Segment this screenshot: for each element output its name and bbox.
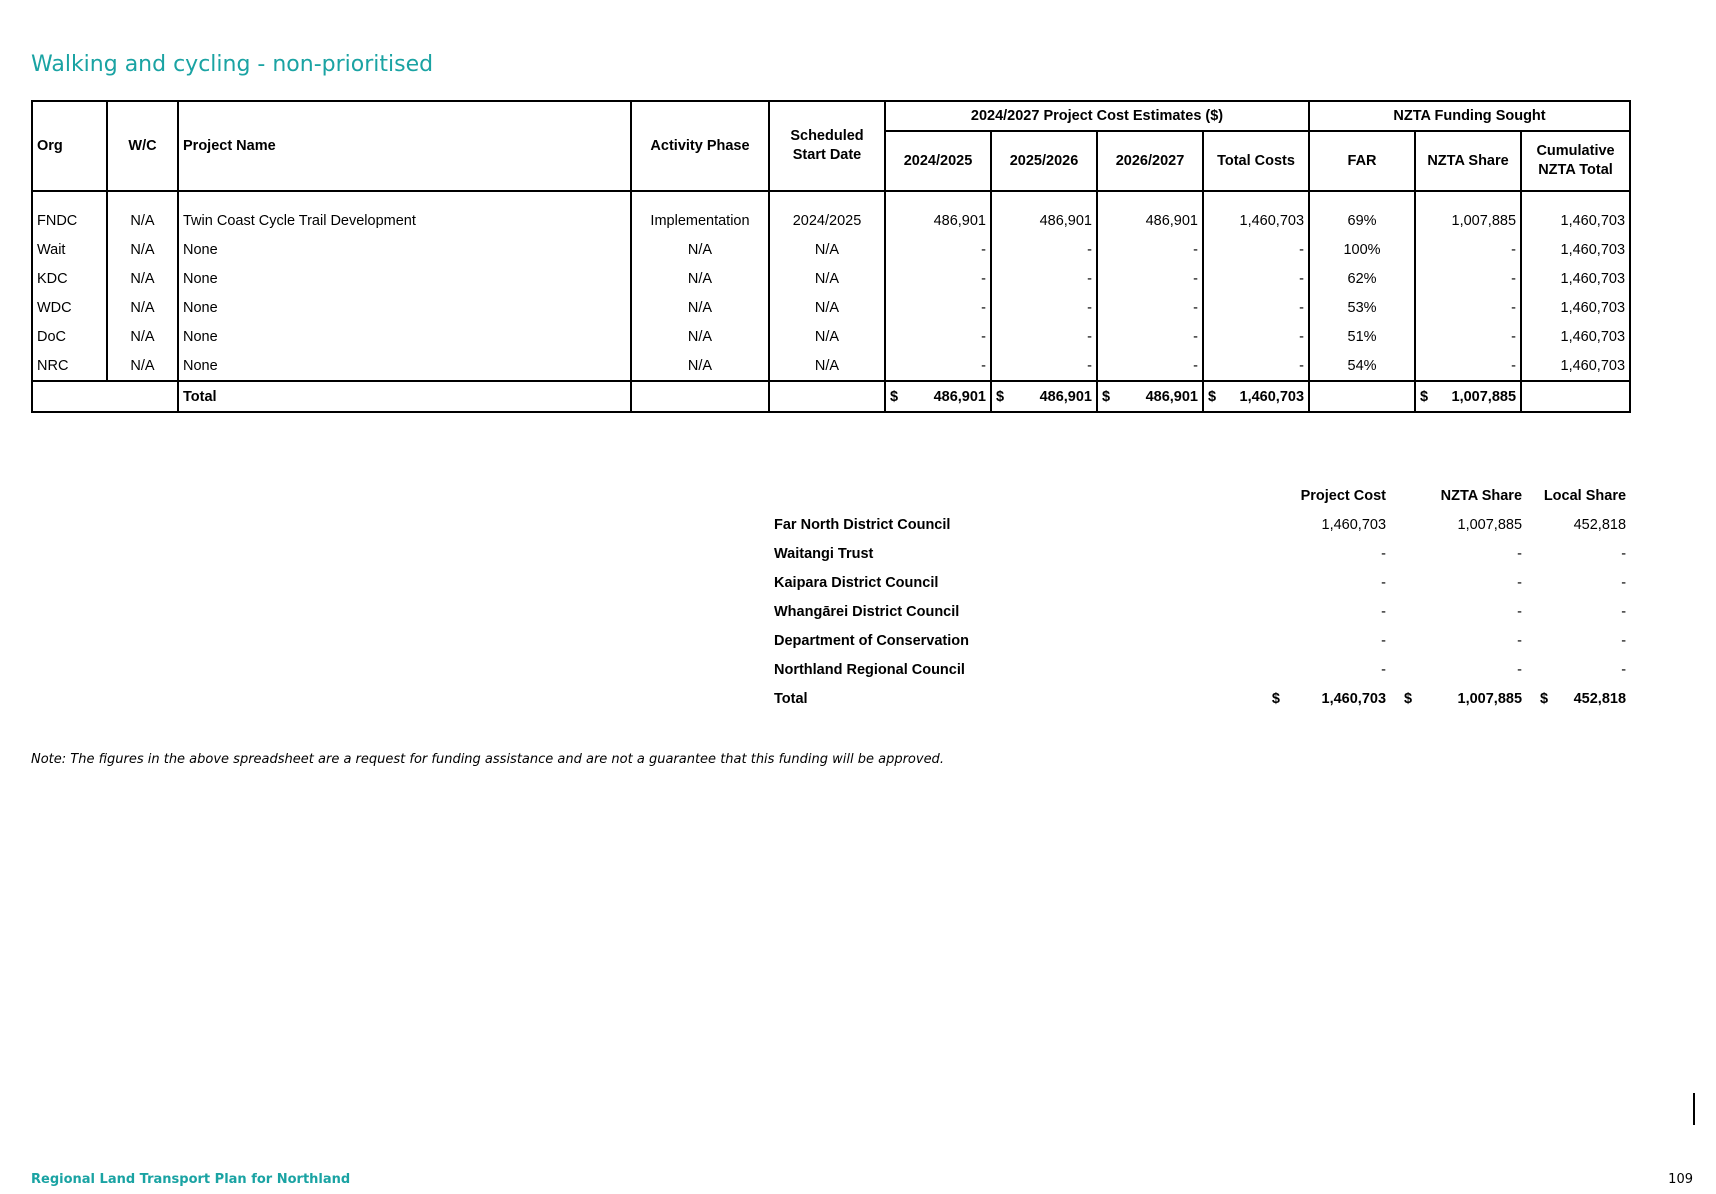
y3-cell: - [1097, 235, 1203, 264]
currency-symbol: $ [1102, 388, 1111, 405]
projects-table [31, 100, 1631, 413]
header-org: Org [32, 101, 107, 191]
total-label: Total [178, 381, 631, 412]
total-y2: 486,901 [1039, 388, 1092, 405]
start-date-cell: N/A [769, 235, 885, 264]
summary-local-share: - [1621, 603, 1627, 620]
cumulative-cell: 1,460,703 [1521, 293, 1630, 322]
summary-row [770, 655, 1630, 684]
project-name-cell: None [178, 293, 631, 322]
cumulative-cell: 1,460,703 [1521, 264, 1630, 293]
cumulative-cell: 1,460,703 [1521, 322, 1630, 351]
summary-nzta-share: 1,007,885 [1457, 516, 1523, 533]
nzta-share-cell: 1,007,885 [1415, 206, 1521, 235]
total-nzta-share: 1,007,885 [1451, 388, 1517, 405]
y3-cell: - [1097, 351, 1203, 381]
project-name-cell: None [178, 351, 631, 381]
header-activity-phase: Activity Phase [631, 101, 769, 191]
summary-project-cost: - [1381, 545, 1387, 562]
org-cell: KDC [32, 264, 107, 293]
cumulative-cell: 1,460,703 [1521, 206, 1630, 235]
y2-cell: - [991, 293, 1097, 322]
summary-row [770, 568, 1630, 597]
y1-cell: - [885, 351, 991, 381]
summary-total-share: 1,007,885 [1457, 690, 1523, 707]
summary-row [770, 510, 1630, 539]
summary-org-name: Far North District Council [774, 516, 951, 533]
summary-org-name: Whangārei District Council [774, 603, 960, 620]
total-costs-cell: - [1203, 322, 1309, 351]
total-y3: 486,901 [1145, 388, 1198, 405]
y2-cell: - [991, 264, 1097, 293]
summary-project-cost: - [1381, 603, 1387, 620]
y1-cell: - [885, 235, 991, 264]
far-cell: 51% [1309, 322, 1415, 351]
disclaimer-note: Note: The figures in the above spreadsheet are a request for funding assistance and are not a guarantee that this funding will be approved. [31, 752, 944, 767]
org-cell: NRC [32, 351, 107, 381]
start-date-cell: N/A [769, 293, 885, 322]
total-costs: 1,460,703 [1239, 388, 1305, 405]
wc-cell: N/A [107, 206, 178, 235]
summary-local-share: - [1621, 545, 1627, 562]
header-cumulative: Cumulative NZTA Total [1521, 131, 1630, 191]
y1-cell: 486,901 [885, 206, 991, 235]
far-cell: 100% [1309, 235, 1415, 264]
currency-symbol: $ [1208, 388, 1217, 405]
wc-cell: N/A [107, 235, 178, 264]
far-cell: 62% [1309, 264, 1415, 293]
activity-phase-cell: N/A [631, 264, 769, 293]
org-cell: Wait [32, 235, 107, 264]
nzta-share-cell: - [1415, 351, 1521, 381]
org-cell: FNDC [32, 206, 107, 235]
nzta-share-cell: - [1415, 264, 1521, 293]
summary-local-share: - [1621, 632, 1627, 649]
y1-cell: - [885, 322, 991, 351]
summary-local-share: 452,818 [1573, 516, 1627, 533]
y1-cell: - [885, 264, 991, 293]
currency-symbol: $ [996, 388, 1005, 405]
nzta-share-cell: - [1415, 293, 1521, 322]
wc-cell: N/A [107, 264, 178, 293]
wc-cell: N/A [107, 351, 178, 381]
project-name-cell: None [178, 264, 631, 293]
currency-symbol: $ [1420, 388, 1429, 405]
table-row [32, 235, 1630, 264]
activity-phase-cell: N/A [631, 322, 769, 351]
far-cell: 54% [1309, 351, 1415, 381]
header-y3: 2026/2027 [1097, 131, 1203, 191]
page-number: 109 [1668, 1172, 1693, 1187]
header-funding-group: NZTA Funding Sought [1309, 101, 1630, 131]
table-row [32, 351, 1630, 381]
summary-nzta-share: - [1517, 603, 1523, 620]
table-row [32, 264, 1630, 293]
y2-cell: - [991, 351, 1097, 381]
far-cell: 53% [1309, 293, 1415, 322]
page-title: Walking and cycling - non-prioritised [31, 52, 434, 77]
y3-cell: - [1097, 264, 1203, 293]
currency-symbol: $ [1403, 690, 1413, 707]
nzta-share-cell: - [1415, 322, 1521, 351]
summary-total-local: 452,818 [1573, 690, 1627, 707]
start-date-cell: N/A [769, 351, 885, 381]
nzta-share-cell: - [1415, 235, 1521, 264]
y2-cell: 486,901 [991, 206, 1097, 235]
start-date-cell: 2024/2025 [769, 206, 885, 235]
table-row [32, 293, 1630, 322]
summary-table [770, 481, 1630, 713]
header-start-date: Scheduled Start Date [769, 101, 885, 191]
summary-header-project-cost: Project Cost [1300, 487, 1387, 504]
header-far: FAR [1309, 131, 1415, 191]
summary-project-cost: - [1381, 632, 1387, 649]
summary-project-cost: - [1381, 574, 1387, 591]
summary-row [770, 539, 1630, 568]
project-name-cell: Twin Coast Cycle Trail Development [178, 206, 631, 235]
wc-cell: N/A [107, 293, 178, 322]
summary-org-name: Kaipara District Council [774, 574, 939, 591]
activity-phase-cell: Implementation [631, 206, 769, 235]
total-y1: 486,901 [933, 388, 986, 405]
summary-project-cost: 1,460,703 [1321, 516, 1387, 533]
wc-cell: N/A [107, 322, 178, 351]
project-name-cell: None [178, 322, 631, 351]
total-costs-cell: 1,460,703 [1203, 206, 1309, 235]
total-costs-cell: - [1203, 293, 1309, 322]
header-project-name: Project Name [178, 101, 631, 191]
table-row [32, 322, 1630, 351]
start-date-cell: N/A [769, 264, 885, 293]
summary-nzta-share: - [1517, 545, 1523, 562]
activity-phase-cell: N/A [631, 235, 769, 264]
y2-cell: - [991, 322, 1097, 351]
summary-project-cost: - [1381, 661, 1387, 678]
summary-org-name: Department of Conservation [774, 632, 969, 649]
summary-header-local-share: Local Share [1543, 487, 1627, 504]
y3-cell: - [1097, 293, 1203, 322]
summary-total-cost: 1,460,703 [1321, 690, 1387, 707]
activity-phase-cell: N/A [631, 293, 769, 322]
summary-nzta-share: - [1517, 574, 1523, 591]
summary-nzta-share: - [1517, 661, 1523, 678]
summary-local-share: - [1621, 574, 1627, 591]
header-wc: W/C [107, 101, 178, 191]
summary-nzta-share: - [1517, 632, 1523, 649]
summary-org-name: Northland Regional Council [774, 661, 965, 678]
total-costs-cell: - [1203, 264, 1309, 293]
projects-table-body [32, 206, 1630, 381]
start-date-cell: N/A [769, 322, 885, 351]
summary-header-nzta-share: NZTA Share [1440, 487, 1523, 504]
summary-total-label: Total [774, 690, 808, 707]
y2-cell: - [991, 235, 1097, 264]
header-nzta-share: NZTA Share [1415, 131, 1521, 191]
header-y1: 2024/2025 [885, 131, 991, 191]
summary-local-share: - [1621, 661, 1627, 678]
margin-mark [1693, 1093, 1695, 1125]
org-cell: WDC [32, 293, 107, 322]
header-cost-group: 2024/2027 Project Cost Estimates ($) [885, 101, 1309, 131]
cumulative-cell: 1,460,703 [1521, 235, 1630, 264]
y3-cell: 486,901 [1097, 206, 1203, 235]
total-costs-cell: - [1203, 351, 1309, 381]
currency-symbol: $ [1539, 690, 1549, 707]
footer-document-title: Regional Land Transport Plan for Northland [31, 1172, 351, 1187]
table-row [32, 206, 1630, 235]
currency-symbol: $ [890, 388, 899, 405]
summary-org-name: Waitangi Trust [774, 545, 874, 562]
summary-table-body [770, 510, 1630, 684]
summary-row [770, 626, 1630, 655]
project-name-cell: None [178, 235, 631, 264]
activity-phase-cell: N/A [631, 351, 769, 381]
y1-cell: - [885, 293, 991, 322]
header-y2: 2025/2026 [991, 131, 1097, 191]
total-costs-cell: - [1203, 235, 1309, 264]
summary-row [770, 597, 1630, 626]
org-cell: DoC [32, 322, 107, 351]
summary-total-row [770, 684, 1630, 713]
currency-symbol: $ [1271, 690, 1280, 707]
header-total-costs: Total Costs [1203, 131, 1309, 191]
far-cell: 69% [1309, 206, 1415, 235]
total-row [32, 381, 1630, 412]
cumulative-cell: 1,460,703 [1521, 351, 1630, 381]
y3-cell: - [1097, 322, 1203, 351]
